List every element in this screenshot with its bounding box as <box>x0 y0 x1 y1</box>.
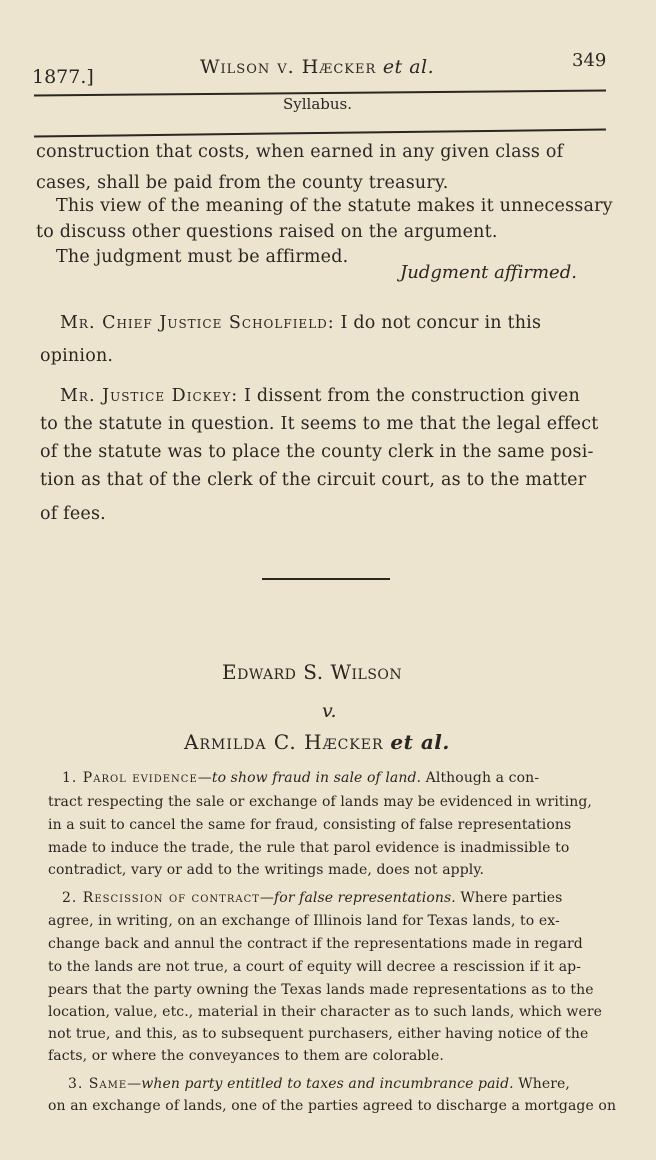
syllabus-line: pears that the party owning the Texas lands made representations as to the <box>48 982 594 998</box>
case-defendant: Armilda C. Hæcker <box>184 730 384 754</box>
judgment-affirmed: Judgment affirmed. <box>400 262 577 283</box>
running-title <box>200 56 434 78</box>
syllabus-item-3-lead <box>68 1076 570 1092</box>
dickey-speaker: Mr. Justice Dickey: <box>60 386 239 406</box>
case-defendant-suffix: et al. <box>390 730 450 754</box>
opinion-line: construction that costs, when earned in any given class of <box>36 142 564 162</box>
dickey-line1: I dissent from the construction given <box>243 386 580 406</box>
syllabus-line: in a suit to cancel the same for fraud, consisting of false representations <box>48 817 572 833</box>
opinion-line: The judgment must be affirmed. <box>56 247 349 267</box>
syllabus-line: location, value, etc., material in their character as to such lands, which were <box>48 1004 603 1020</box>
syllabus-item-2-topic: 2. Rescission of contract <box>62 890 260 906</box>
syllabus-item-3-text: Where, <box>518 1076 570 1092</box>
syllabus-item-1-text: Although a con- <box>425 770 540 786</box>
schofield-line1: I do not concur in this <box>340 313 542 333</box>
running-title-suffix: et al. <box>382 56 435 78</box>
case-defendant-block <box>184 730 450 754</box>
syllabus-line: to the lands are not true, a court of equity will decree a rescission if it ap- <box>48 959 582 975</box>
case-versus: v. <box>322 700 337 722</box>
syllabus-line: contradict, vary or add to the writings made, does not apply. <box>48 862 485 878</box>
syllabus-item-3-subtopic: —when party entitled to taxes and incumbrance paid. <box>127 1076 514 1092</box>
dickey-line2: to the statute in question. It seems to me that the legal effect <box>40 414 599 434</box>
page-number: 349 <box>572 50 607 71</box>
schofield-speaker: Mr. Chief Justice Scholfield: <box>60 313 335 333</box>
section-separator <box>262 578 390 580</box>
opinion-line: This view of the meaning of the statute makes it unnecessary <box>56 196 613 216</box>
syllabus-item-1-subtopic: —to show fraud in sale of land. <box>197 770 422 786</box>
running-title-text: Wilson v. Hæcker <box>200 56 377 78</box>
syllabus-line: not true, and this, as to subsequent purchasers, either having notice of the <box>48 1026 589 1042</box>
opinion-line: to discuss other questions raised on the argument. <box>36 222 498 242</box>
syllabus-line: change back and annul the contract if the representations made in regard <box>48 936 583 952</box>
syllabus-item-2-subtopic: —for false representations. <box>259 890 456 906</box>
dickey-statement <box>60 386 580 406</box>
syllabus-item-1-lead <box>62 770 539 786</box>
opinion-line: cases, shall be paid from the county treasury. <box>36 173 449 193</box>
syllabus-item-3-topic: 3. Same <box>68 1076 128 1092</box>
dickey-line3: of the statute was to place the county clerk in the same posi- <box>40 442 594 462</box>
section-label: Syllabus. <box>283 95 353 113</box>
header-rule-bottom <box>34 129 606 137</box>
schofield-line2: opinion. <box>40 346 114 366</box>
syllabus-item-1-topic: 1. Parol evidence <box>62 770 198 786</box>
dickey-line4: tion as that of the clerk of the circuit court, as to the matter <box>40 470 587 490</box>
syllabus-line: made to induce the trade, the rule that parol evidence is inadmissible to <box>48 840 570 856</box>
schofield-statement <box>60 313 541 333</box>
syllabus-line: facts, or where the conveyances to them are colorable. <box>48 1048 444 1064</box>
syllabus-line: agree, in writing, on an exchange of Illinois land for Texas lands, to ex- <box>48 913 560 929</box>
syllabus-line: on an exchange of lands, one of the parties agreed to discharge a mortgage on <box>48 1098 617 1114</box>
case-plaintiff: Edward S. Wilson <box>222 660 403 684</box>
syllabus-item-2-text: Where parties <box>460 890 563 906</box>
header-year: 1877.] <box>32 66 94 88</box>
dickey-line5: of fees. <box>40 504 106 524</box>
syllabus-line: tract respecting the sale or exchange of lands may be evidenced in writing, <box>48 794 592 810</box>
syllabus-item-2-lead <box>62 890 562 906</box>
